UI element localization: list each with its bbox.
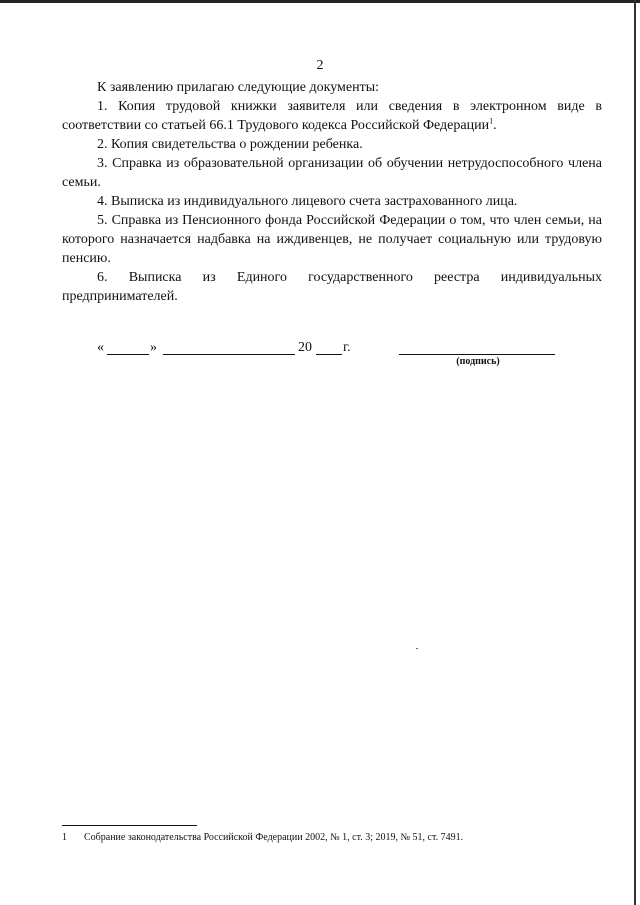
signature-caption: (подпись) — [456, 356, 500, 367]
intro-line: К заявлению прилагаю следующие документы: — [97, 80, 380, 95]
list-item-2: 2. Копия свидетельства о рождении ребенка. — [97, 137, 363, 152]
quote-close: » — [150, 340, 157, 355]
footnote-text: Собрание законодательства Российской Федерации 2002, № 1, ст. 3; 2019, № 51, ст. 7491. — [84, 832, 464, 843]
page-number: 2 — [316, 58, 324, 73]
attachments-list — [62, 78, 602, 306]
list-item-5: 5. Справка из Пенсионного фонда Российской Федерации о том, что член семьи, на которого назначается надбавка на иждивенцев, не получает социальную или трудовую пенсию. — [62, 213, 602, 266]
signature-blank-line[interactable] — [399, 340, 555, 355]
quote-open: « — [97, 340, 104, 355]
list-item-6: 6. Выписка из Единого государственного реестра индивидуальных предпринимателей. — [62, 270, 602, 304]
list-item-3: 3. Справка из образовательной организации об обучении нетрудоспособного члена семьи. — [62, 156, 602, 190]
footnote-divider — [62, 825, 197, 826]
month-blank-line[interactable] — [163, 340, 295, 355]
year-prefix: 20 — [298, 340, 312, 355]
day-blank-line[interactable] — [107, 340, 149, 355]
scan-speck — [416, 648, 418, 649]
list-item-4: 4. Выписка из индивидуального лицевого счета застрахованного лица. — [97, 194, 518, 209]
scan-edge-right — [634, 0, 636, 905]
footnote-number: 1 — [62, 832, 67, 843]
footnote-ref: 1 — [489, 116, 494, 126]
list-item-1-end: . — [493, 118, 497, 133]
list-item-1 — [62, 97, 602, 135]
footnote — [62, 832, 582, 843]
list-item-1-text: 1. Копия трудовой книжки заявителя или сведения в электронном виде в соответствии со статьей 66.1 Трудового кодекса Российской Федерации — [62, 99, 602, 133]
year-suffix: г. — [343, 340, 351, 355]
scan-edge-top — [0, 0, 640, 3]
year-blank-line[interactable] — [316, 340, 342, 355]
